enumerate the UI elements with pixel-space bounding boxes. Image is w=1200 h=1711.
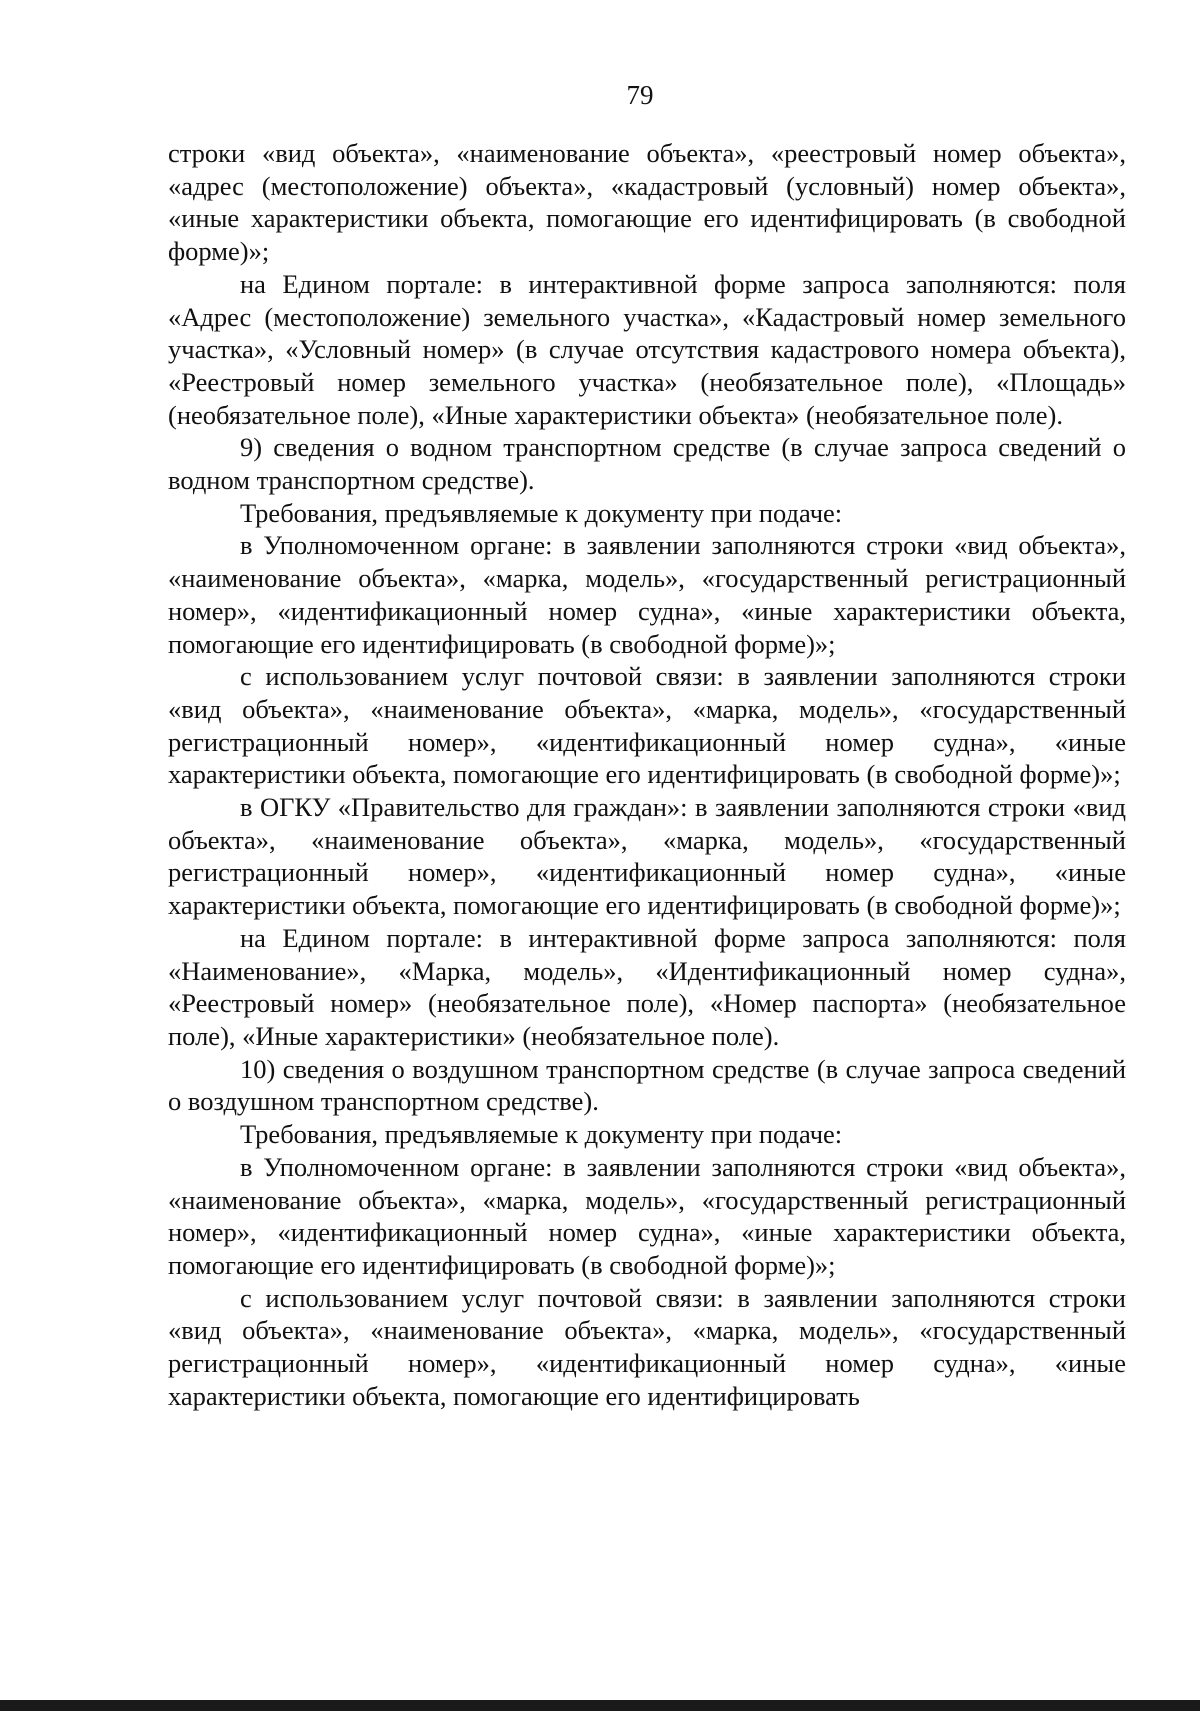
paragraph: на Едином портале: в интерактивной форме запроса заполняются: поля «Наименование», «Марка, модель», «Идентификационный номер судна», «Реестровый номер» (необязательное поле), «Номер паспорта» (необязательное поле), «Иные характеристики» (необязательное поле). (168, 922, 1126, 1051)
paragraph: с использованием услуг почтовой связи: в заявлении заполняются строки «вид объекта», «наименование объекта», «марка, модель», «государственный регистрационный номер», «идентификационный номер судна», «иные характеристики объекта, помогающие его идентифицировать (168, 1282, 1126, 1411)
paragraph: в ОГКУ «Правительство для граждан»: в заявлении заполняются строки «вид объекта», «наименование объекта», «марка, модель», «государственный регистрационный номер», «идентификационный номер судна», «иные характеристики объекта, помогающие его идентифицировать (в свободной форме)»; (168, 792, 1126, 921)
page-number: 79 (626, 80, 654, 110)
body-text (168, 137, 1126, 1412)
paragraph: 9) сведения о водном транспортном средстве (в случае запроса сведений о водном транспортном средстве). (168, 432, 1126, 496)
paragraph: в Уполномоченном органе: в заявлении заполняются строки «вид объекта», «наименование объекта», «марка, модель», «государственный регистрационный номер», «идентификационный номер судна», «иные характеристики объекта, помогающие его идентифицировать (в свободной форме)»; (168, 530, 1126, 659)
paragraph: с использованием услуг почтовой связи: в заявлении заполняются строки «вид объекта», «наименование объекта», «марка, модель», «государственный регистрационный номер», «идентификационный номер судна», «иные характеристики объекта, помогающие его идентифицировать (в свободной форме)»; (168, 661, 1126, 790)
paragraph: 10) сведения о воздушном транспортном средстве (в случае запроса сведений о воздушном транспортном средстве). (168, 1053, 1126, 1117)
paragraph: на Едином портале: в интерактивной форме запроса заполняются: поля «Адрес (местоположение) земельного участка», «Кадастровый номер земельного участка», «Условный номер» (в случае отсутствия кадастрового номера объекта), «Реестровый номер земельного участка» (необязательное поле), «Площадь» (необязательное поле), «Иные характеристики объекта» (необязательное поле). (168, 268, 1126, 430)
paragraph: Требования, предъявляемые к документу при подаче: (240, 1119, 843, 1150)
paragraph: строки «вид объекта», «наименование объекта», «реестровый номер объекта», «адрес (местоположение) объекта», «кадастровый (условный) номер объекта», «иные характеристики объекта, помогающие его идентифицировать (в свободной форме)»; (168, 138, 1126, 267)
paragraph: в Уполномоченном органе: в заявлении заполняются строки «вид объекта», «наименование объекта», «марка, модель», «государственный регистрационный номер», «идентификационный номер судна», «иные характеристики объекта, помогающие его идентифицировать (в свободной форме)»; (168, 1151, 1126, 1280)
paragraph: Требования, предъявляемые к документу при подаче: (240, 497, 843, 528)
scan-bottom-edge (0, 1700, 1200, 1711)
